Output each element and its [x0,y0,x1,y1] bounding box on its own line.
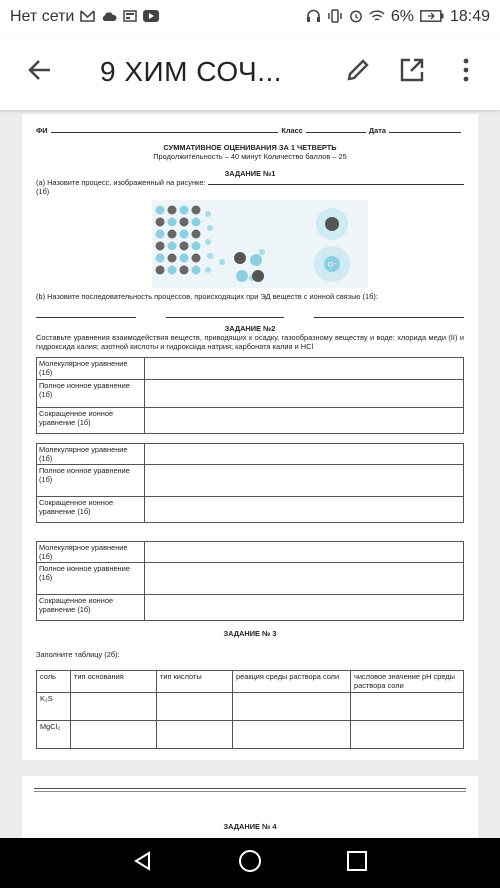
full-ionic-eq-label: Полное ионное уравнение (1б) [37,465,145,497]
answer-cell[interactable] [233,692,351,720]
molecular-eq-label: Молекулярное уравнение (1б) [37,358,145,380]
answer-cell[interactable] [145,408,464,434]
salt-col-header: соль [37,670,71,692]
equations-table-2 [36,443,464,523]
task1-a-text: (a) Назовите процесс, изображенный на рисунке: [36,178,206,188]
answer-cell[interactable] [145,595,464,621]
table-row [37,670,464,692]
mail-icon [80,10,95,24]
table-row [37,465,464,497]
headset-icon [306,9,321,25]
short-ionic-eq-label: Сокращенное ионное уравнение (1б) [37,595,145,621]
table-top-border-2 [34,791,466,792]
nav-recents-button[interactable] [337,843,377,883]
task3-title: ЗАДАНИЕ № 3 [223,629,277,639]
answer-cell[interactable] [145,563,464,595]
task3-text: Заполните таблицу (2б): [36,650,120,660]
equations-table-1 [36,357,464,434]
circle-home-icon [238,849,262,878]
nav-home-button[interactable] [230,843,270,883]
answer-cell[interactable] [351,692,464,720]
doc-subheading: Продолжительность – 40 минут Количество баллов – 25 [153,152,347,162]
navigation-bar [0,838,500,888]
salt-name: MgCl₂ [37,720,71,748]
answer-cell[interactable] [145,497,464,523]
cloud-icon [101,10,117,24]
news-icon [123,10,137,24]
clock-time: 18:49 [449,8,490,25]
edit-pencil-icon [345,57,371,88]
table-top-border [34,788,466,789]
hydrated-anion [314,246,350,282]
molecular-eq-label: Молекулярное уравнение (1б) [37,542,145,563]
back-button[interactable] [10,42,70,102]
doc-heading: СУММАТИВНОЕ ОЦЕНИВАНИЯ ЗА 1 ЧЕТВЕРТЬ [163,143,337,153]
table-row [37,595,464,621]
answer-cell[interactable] [157,692,233,720]
answer-cell[interactable] [145,358,464,380]
anion-label: Cl⁻ [327,262,337,269]
answer-cell[interactable] [233,720,351,748]
full-ionic-eq-label: Полное ионное уравнение (1б) [37,380,145,408]
document-page-2[interactable] [22,776,478,838]
document-title: 9 ХИМ СОЧ... [100,56,283,87]
battery-percent: 6% [390,8,414,25]
alarm-icon [349,9,363,25]
answer-cell[interactable] [71,692,157,720]
table-row [37,444,464,465]
dissociation-figure-svg [152,200,368,288]
answer-cell[interactable] [157,720,233,748]
answer-cell[interactable] [145,444,464,465]
battery-charging-icon [420,10,444,24]
task1-a-points: (1б) [36,187,50,197]
task2-title: ЗАДАНИЕ №2 [224,324,276,334]
table-row [37,380,464,408]
nav-back-button[interactable] [123,843,163,883]
more-vert-icon [462,57,470,88]
app-bar [0,34,500,110]
equations-table-3 [36,541,464,621]
dissociation-figure [36,200,464,288]
answer-cell[interactable] [71,720,157,748]
table-row [37,563,464,595]
answer-cell[interactable] [351,720,464,748]
base-type-col-header: тип основания [71,670,157,692]
header-fields [36,126,464,135]
table-row [37,497,464,523]
table-row [37,358,464,380]
table-row [37,692,464,720]
square-recents-icon [346,850,368,877]
salt-table [36,670,464,749]
ph-value-col-header: числовое значение pH среды раствора соли [351,670,464,692]
arrow-back-icon [27,57,53,88]
youtube-icon [143,10,159,24]
task1-b-text: (b) Назовите последовательность процессов, происходящих при ЭД веществ с ионной связью (1б): [36,292,378,302]
answer-cell[interactable] [145,465,464,497]
more-options-button[interactable] [446,52,486,92]
task1-title: ЗАДАНИЕ №1 [224,169,276,179]
network-status: Нет сети [10,8,75,25]
task4-title: ЗАДАНИЕ № 4 [223,822,277,831]
table-row [37,542,464,563]
fio-label: ФИ [36,126,48,135]
edit-button[interactable] [338,52,378,92]
document-page[interactable] [22,114,478,760]
task1-a-line [36,178,464,187]
task2-text: Составьте уравнения взаимодействия веществ, приводящих к осадку, газообразному веществу и воде: хлорида меди (II) и гидроксида калия; азотной кислоты и гидроксида натрия; карбоната калия и HCl [36,333,464,352]
table-row [37,720,464,748]
molecular-eq-label: Молекулярное уравнение (1б) [37,444,145,465]
salt-name: K₂S [37,692,71,720]
hydrated-cation [316,208,348,240]
triangle-back-icon [132,850,154,877]
vibrate-icon [327,9,343,25]
date-label: Дата [368,126,386,135]
short-ionic-eq-label: Сокращенное ионное уравнение (1б) [37,408,145,434]
task1-b-answer-lines [36,310,464,318]
table-row [37,408,464,434]
class-label: Класс [281,126,303,135]
short-ionic-eq-label: Сокращенное ионное уравнение (1б) [37,497,145,523]
answer-cell[interactable] [145,380,464,408]
open-external-icon [399,57,425,88]
answer-cell[interactable] [145,542,464,563]
acid-type-col-header: тип кислоты [157,670,233,692]
status-bar [0,0,500,34]
wifi-question-icon [369,10,385,25]
medium-reaction-col-header: реакция среды раствора соли [233,670,351,692]
full-ionic-eq-label: Полное ионное уравнение (1б) [37,563,145,595]
open-external-button[interactable] [392,52,432,92]
